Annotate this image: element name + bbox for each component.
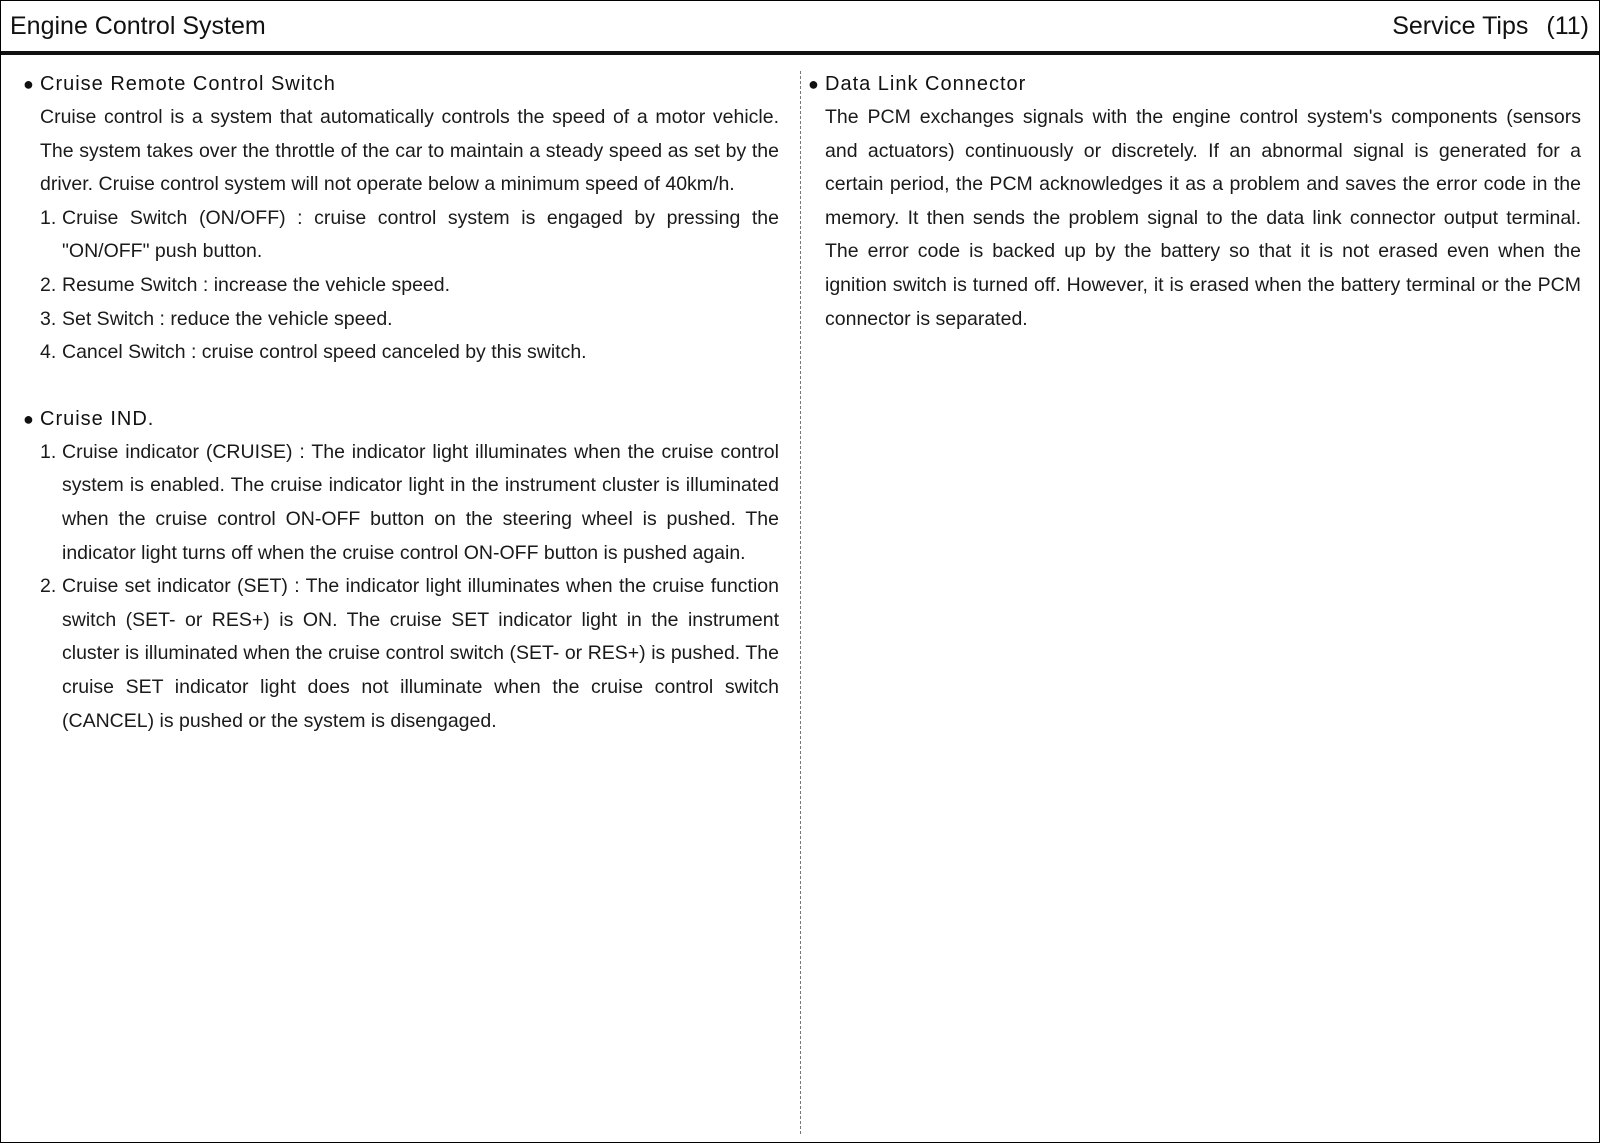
section-cruise-remote-control-switch [23, 67, 779, 370]
header-section: Service Tips [1392, 12, 1529, 40]
list-item [23, 436, 779, 570]
right-column [808, 67, 1581, 336]
section-heading-text: Cruise Remote Control Switch [40, 73, 336, 95]
section-body: The PCM exchanges signals with the engine control system's components (sensors and actuators) continuously or discretely. If an abnormal signal is generated for a certain period, the PCM acknowledges it as a problem and saves the error code in the memory. It then sends the problem signal to the data link connector output terminal. The error code is backed up by the battery so that it is not erased even when the ignition switch is turned off. However, it is erased when the battery terminal or the PCM connector is separated. [825, 106, 1581, 330]
list-item [23, 336, 779, 370]
list-item [23, 269, 779, 303]
section-gap [23, 370, 779, 402]
item-number: 2. [40, 575, 57, 598]
bullet-icon: ● [23, 74, 35, 94]
page-number: (11) [1546, 12, 1589, 40]
header-right [1392, 12, 1589, 41]
section-heading-text: Cruise IND. [40, 407, 155, 430]
item-text: Set Switch : reduce the vehicle speed. [62, 307, 393, 330]
item-number: 1. [40, 206, 57, 229]
item-text: Resume Switch : increase the vehicle speed. [62, 273, 451, 296]
indicator-list [23, 436, 779, 738]
section-heading [23, 67, 779, 101]
item-text: Cruise set indicator (SET) : The indicator light illuminates when the cruise function switch (SET- or RES+) is ON. The cruise SET indicator light in the instrument cluster is illuminated when the cruise control switch (SET- or RES+) is pushed. The cruise SET indicator light does not illuminate when the cruise control switch (CANCEL) is pushed or the system is disengaged. [62, 575, 779, 732]
item-text: Cancel Switch : cruise control speed canceled by this switch. [62, 341, 587, 364]
item-number: 1. [40, 440, 57, 463]
item-text: Cruise indicator (CRUISE) : The indicator light illuminates when the cruise control system is enabled. The cruise indicator light in the instrument cluster is illuminated when the cruise control ON-OFF button on the steering wheel is pushed. The indicator light turns off when the cruise control ON-OFF button is pushed again. [62, 440, 779, 564]
bullet-icon: ● [808, 74, 820, 94]
page-header [1, 1, 1599, 55]
list-item [23, 202, 779, 269]
column-divider [800, 71, 801, 1134]
header-title: Engine Control System [10, 12, 266, 40]
section-data-link-connector [808, 67, 1581, 336]
section-intro: Cruise control is a system that automatically controls the speed of a motor vehicle. The system takes over the throttle of the car to maintain a steady speed as set by the driver. Cruise control system will not operate below a minimum speed of 40km/h. [40, 106, 779, 196]
section-heading [808, 67, 1581, 101]
left-column [23, 67, 779, 738]
bullet-icon: ● [23, 408, 35, 429]
item-text: Cruise Switch (ON/OFF) : cruise control system is engaged by pressing the "ON/OFF" push button. [62, 206, 779, 263]
item-number: 3. [40, 307, 57, 330]
section-heading-text: Data Link Connector [825, 73, 1027, 95]
switch-list [23, 202, 779, 370]
section-heading [23, 402, 779, 436]
item-number: 4. [40, 341, 57, 364]
item-number: 2. [40, 273, 57, 296]
list-item [23, 570, 779, 738]
section-cruise-ind [23, 402, 779, 738]
list-item [23, 303, 779, 337]
